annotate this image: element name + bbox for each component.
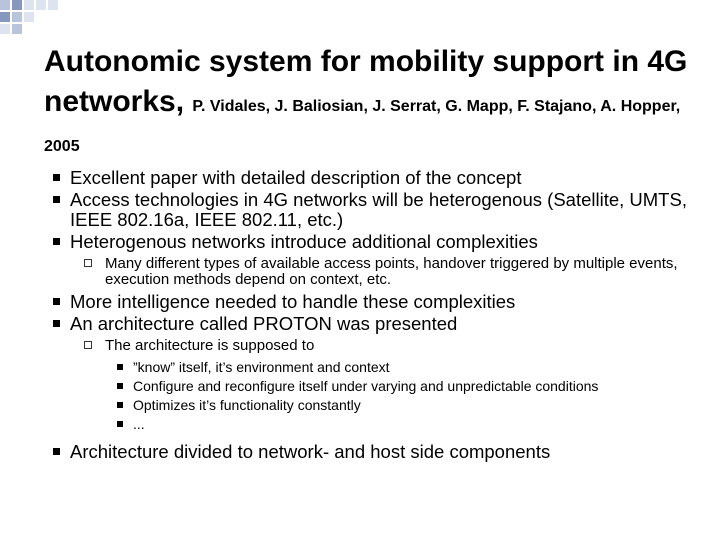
bullet-text: Access technologies in 4G networks will be heterogenous (Satellite, UMTS, IEEE 802.16a, IEEE 802.11, etc.) (70, 189, 687, 230)
sub-bullet-item (50, 256, 715, 288)
bullet-text: More intelligence needed to handle these complexities (70, 291, 516, 312)
bullet-item (50, 314, 715, 334)
square-bullet-icon (53, 174, 60, 181)
bullet-item (50, 232, 715, 252)
sub-sub-bullet-item (50, 415, 715, 434)
sub-sub-bullet-item (50, 396, 715, 415)
small-square-bullet-icon (117, 383, 123, 389)
small-square-bullet-icon (117, 364, 123, 370)
slide-title (44, 42, 704, 162)
sub-sub-bullet-text: ... (133, 416, 145, 432)
square-bullet-icon (53, 320, 60, 327)
bullet-item (50, 442, 715, 462)
bullet-text: Heterogenous networks introduce additional complexities (70, 231, 538, 252)
small-square-bullet-icon (117, 421, 123, 427)
sub-bullet-item (50, 338, 715, 354)
sub-sub-bullet-text: Optimizes it’s functionality constantly (133, 397, 361, 413)
square-bullet-icon (53, 448, 60, 455)
sub-bullet-text: Many different types of available access points, handover triggered by multiple events, execution methods depend on context, etc. (105, 255, 678, 288)
bullet-item (50, 168, 715, 188)
title-main: Autonomic system for mobility support in 4G networks, (44, 45, 688, 118)
square-bullet-icon (53, 238, 60, 245)
bullet-item (50, 190, 715, 230)
square-bullet-icon (53, 196, 60, 203)
sub-sub-bullet-text: Configure and reconfigure itself under varying and unpredictable conditions (133, 378, 599, 394)
square-bullet-icon (53, 298, 60, 305)
bullet-item (50, 292, 715, 312)
sub-sub-bullet-item (50, 358, 715, 377)
bullet-text: Excellent paper with detailed description of the concept (70, 167, 522, 188)
corner-decoration (0, 0, 60, 40)
sub-bullet-text: The architecture is supposed to (105, 337, 315, 354)
sub-sub-bullet-text: ”know” itself, it’s environment and context (133, 359, 390, 375)
hollow-square-bullet-icon (84, 259, 92, 267)
hollow-square-bullet-icon (84, 341, 92, 349)
slide-content (50, 168, 715, 464)
sub-sub-bullet-item (50, 377, 715, 396)
bullet-text: Architecture divided to network- and host side components (70, 441, 551, 462)
title-authors: P. Vidales, J. Baliosian, J. Serrat, G. Mapp, F. Stajano, A. Hopper, 2005 (44, 98, 681, 155)
small-square-bullet-icon (117, 402, 123, 408)
bullet-text: An architecture called PROTON was presented (70, 313, 458, 334)
